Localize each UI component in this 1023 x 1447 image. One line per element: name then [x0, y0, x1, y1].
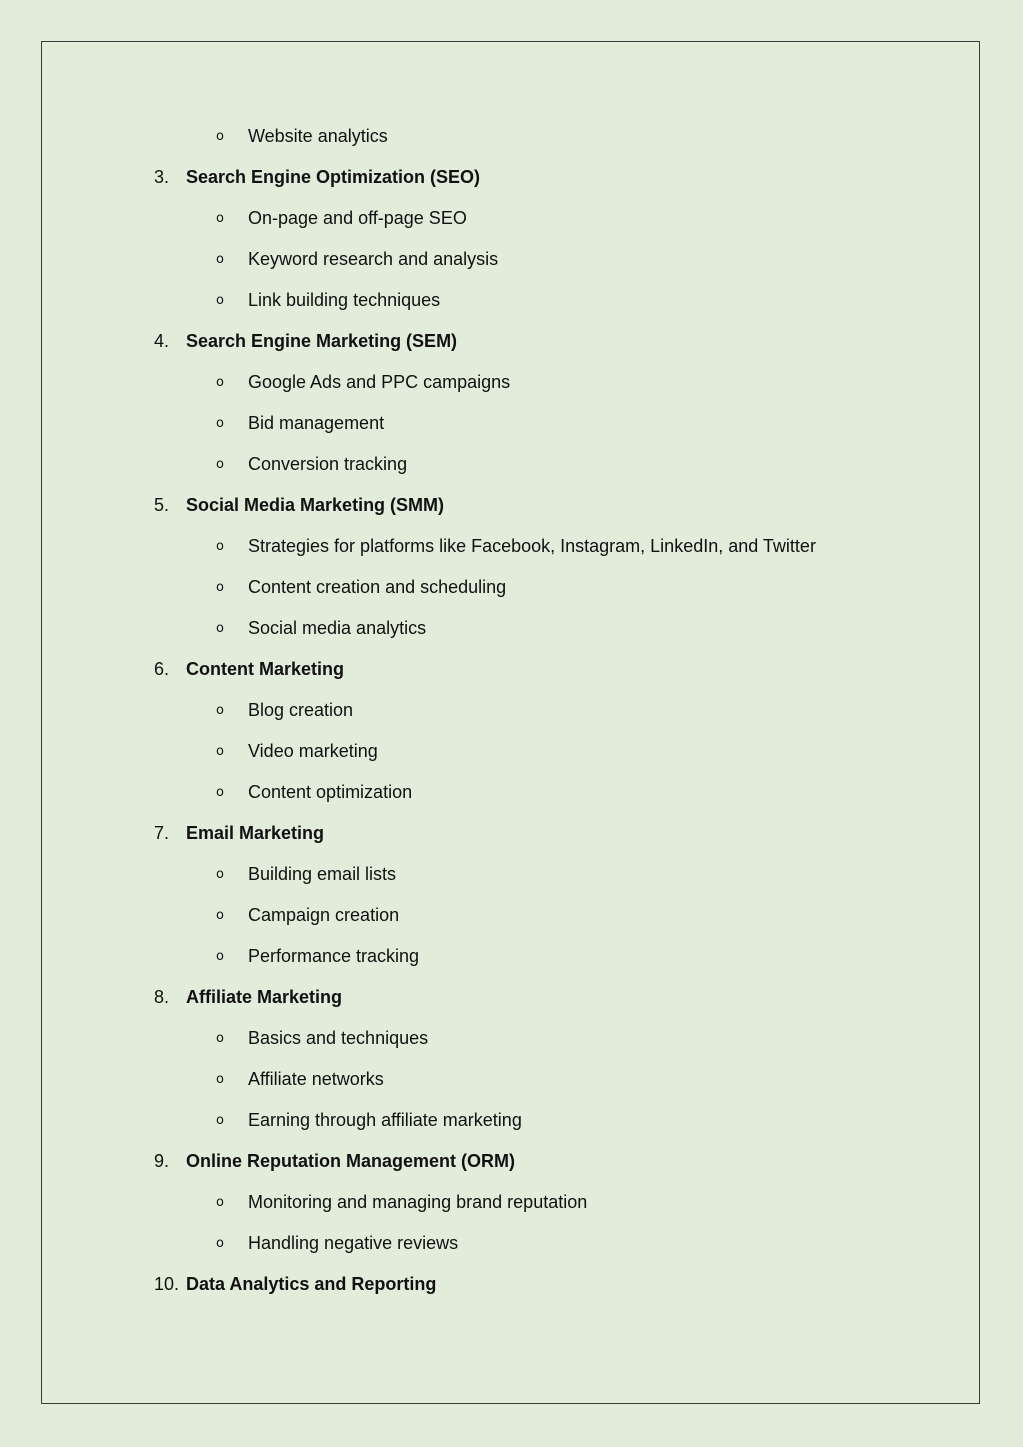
section-number: 3.	[154, 167, 170, 187]
bullet-icon: o	[216, 908, 224, 923]
list-item-text: Handling negative reviews	[248, 1233, 459, 1253]
bullet-icon: o	[216, 375, 224, 390]
list-item-text: Earning through affiliate marketing	[248, 1110, 522, 1130]
list-item	[0, 403, 1023, 444]
bullet-icon: o	[216, 785, 224, 800]
list-item	[0, 526, 1023, 567]
list-item-text: Affiliate networks	[248, 1069, 384, 1089]
bullet-icon: o	[216, 1195, 224, 1210]
section-heading	[0, 813, 1023, 854]
list-item-text: Building email lists	[248, 864, 397, 884]
bullet-icon: o	[216, 949, 224, 964]
bullet-icon: o	[216, 1031, 224, 1046]
list-item-text: Blog creation	[248, 700, 354, 720]
section-title: Data Analytics and Reporting	[186, 1274, 437, 1294]
list-item-text: Basics and techniques	[248, 1028, 429, 1048]
bullet-icon: o	[216, 744, 224, 759]
list-item	[0, 731, 1023, 772]
list-item-text: Campaign creation	[248, 905, 400, 925]
list-item	[0, 116, 1023, 157]
section-title: Affiliate Marketing	[186, 987, 343, 1007]
list-item-text: On-page and off-page SEO	[248, 208, 467, 228]
section-heading	[0, 1141, 1023, 1182]
section-heading	[0, 157, 1023, 198]
bullet-icon: o	[216, 1072, 224, 1087]
list-item	[0, 608, 1023, 649]
list-item-text: Link building techniques	[248, 290, 441, 310]
bullet-icon: o	[216, 703, 224, 718]
list-item-text: Monitoring and managing brand reputation	[248, 1192, 588, 1212]
section-title: Social Media Marketing (SMM)	[186, 495, 445, 515]
list-item	[0, 690, 1023, 731]
list-item	[0, 1018, 1023, 1059]
list-item-text: Bid management	[248, 413, 385, 433]
list-item-text: Website analytics	[248, 126, 388, 146]
section-heading	[0, 485, 1023, 526]
bullet-icon: o	[216, 1113, 224, 1128]
bullet-icon: o	[216, 867, 224, 882]
list-item	[0, 198, 1023, 239]
section-number: 6.	[154, 659, 170, 679]
section-title: Search Engine Optimization (SEO)	[186, 167, 481, 187]
bullet-icon: o	[216, 539, 224, 554]
list-item-text: Strategies for platforms like Facebook, Instagram, LinkedIn, and Twitter	[248, 536, 816, 556]
section-heading	[0, 321, 1023, 362]
list-item-text: Video marketing	[248, 741, 378, 761]
list-item-text: Content creation and scheduling	[248, 577, 507, 597]
bullet-icon: o	[216, 580, 224, 595]
section-title: Online Reputation Management (ORM)	[186, 1151, 516, 1171]
bullet-icon: o	[216, 211, 224, 226]
list-item	[0, 1100, 1023, 1141]
list-item-text: Keyword research and analysis	[248, 249, 499, 269]
list-item-text: Google Ads and PPC campaigns	[248, 372, 511, 392]
list-item-text: Content optimization	[248, 782, 413, 802]
bullet-icon: o	[216, 129, 224, 144]
list-item	[0, 280, 1023, 321]
section-number: 5.	[154, 495, 170, 515]
list-item	[0, 1223, 1023, 1264]
section-number: 4.	[154, 331, 170, 351]
list-item	[0, 1182, 1023, 1223]
section-heading	[0, 977, 1023, 1018]
list-item-text: Conversion tracking	[248, 454, 408, 474]
list-item	[0, 772, 1023, 813]
list-item	[0, 567, 1023, 608]
list-item	[0, 239, 1023, 280]
bullet-icon: o	[216, 1236, 224, 1251]
bullet-icon: o	[216, 252, 224, 267]
bullet-icon: o	[216, 416, 224, 431]
section-number: 10.	[154, 1274, 180, 1294]
list-item	[0, 362, 1023, 403]
course-outline	[0, 116, 1023, 1305]
section-title: Search Engine Marketing (SEM)	[186, 331, 458, 351]
section-heading	[0, 1264, 1023, 1305]
bullet-icon: o	[216, 457, 224, 472]
list-item	[0, 444, 1023, 485]
section-heading	[0, 649, 1023, 690]
list-item	[0, 1059, 1023, 1100]
list-item	[0, 936, 1023, 977]
section-title: Content Marketing	[186, 659, 345, 679]
section-number: 7.	[154, 823, 170, 843]
bullet-icon: o	[216, 621, 224, 636]
list-item	[0, 854, 1023, 895]
list-item-text: Social media analytics	[248, 618, 427, 638]
section-number: 8.	[154, 987, 170, 1007]
list-item	[0, 895, 1023, 936]
section-title: Email Marketing	[186, 823, 325, 843]
bullet-icon: o	[216, 293, 224, 308]
list-item-text: Performance tracking	[248, 946, 420, 966]
section-number: 9.	[154, 1151, 170, 1171]
